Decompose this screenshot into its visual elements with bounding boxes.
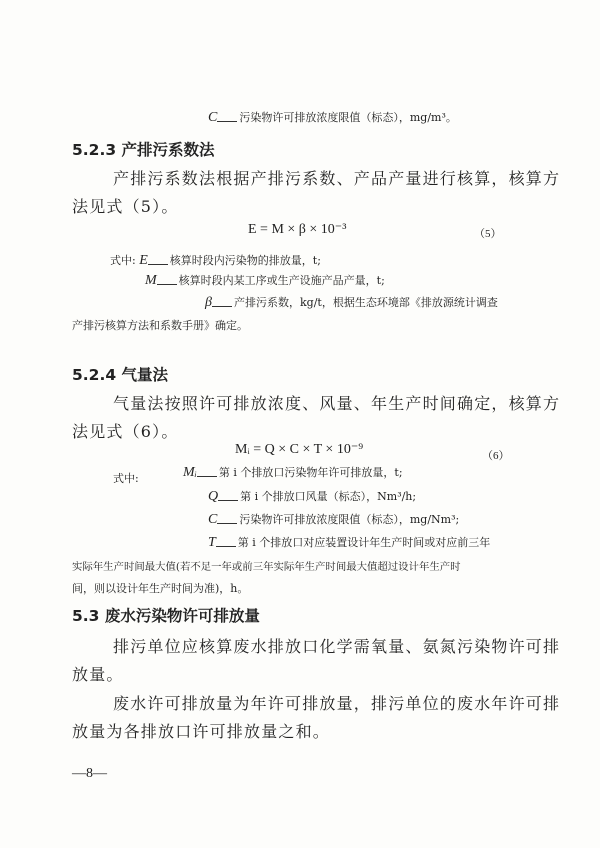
paragraph-line: 产排污系数法根据产排污系数、产品产量进行核算，核算方 — [113, 169, 561, 188]
equation-5: E = M × β × 10⁻³ — [248, 222, 347, 237]
definition-q — [208, 488, 416, 505]
section-number: 5.3 — [72, 607, 100, 625]
definition-mi — [183, 464, 403, 481]
definition-beta — [205, 294, 498, 311]
symbol-beta: β — [205, 295, 212, 310]
symbol-t: T — [208, 535, 216, 550]
symbol-mi: Mᵢ — [183, 465, 197, 480]
definition-e — [110, 252, 321, 269]
definition-text: 核算时段内污染物的排放量，t; — [169, 254, 321, 267]
section-heading-5-3 — [72, 604, 260, 626]
em-dash — [217, 115, 237, 122]
definition-text: 产排污系数，kg/t，根据生态环境部《排放源统计调查 — [233, 296, 498, 309]
section-heading-5-2-3 — [72, 138, 215, 160]
section-number: 5.2.4 — [72, 366, 117, 384]
em-dash — [216, 540, 236, 547]
paragraph-line: 放量。 — [72, 665, 124, 684]
symbol-e: E — [139, 253, 148, 268]
equation-6: Mᵢ = Q × C × T × 10⁻⁹ — [235, 442, 364, 457]
symbol-c: C — [208, 110, 218, 125]
symbol-q: Q — [208, 489, 219, 504]
paragraph-line: 法见式（6）。 — [72, 422, 179, 441]
definition-text: 第 i 个排放口对应装置设计年生产时间或对应前三年 — [237, 536, 491, 549]
paragraph-line: 放量为各排放口许可排放量之和。 — [72, 722, 331, 741]
definition-text: 第 i 个排放口污染物年许可排放量，t; — [218, 466, 403, 479]
definition-continuation: 间，则以设计年生产时间为准)，h。 — [72, 582, 249, 595]
symbol-c: C — [208, 512, 218, 527]
definition-text: 污染物许可排放浓度限值（标态），mg/m³。 — [239, 111, 457, 124]
em-dash — [212, 300, 232, 307]
where-label: 式中: — [110, 254, 136, 267]
definition-continuation: 实际年生产时间最大值(若不足一年或前三年实际年生产时间最大值超过设计年生产时 — [72, 561, 461, 573]
em-dash — [157, 278, 177, 285]
em-dash — [218, 494, 238, 501]
paragraph-line: 气量法按照许可排放浓度、风量、年生产时间确定，核算方 — [113, 394, 561, 413]
em-dash — [148, 258, 168, 265]
section-title: 产排污系数法 — [121, 141, 215, 159]
definition-t — [208, 534, 490, 551]
page-number: —8— — [72, 766, 107, 781]
definition-continuation: 产排污核算方法和系数手册》确定。 — [72, 319, 248, 332]
em-dash — [197, 470, 217, 477]
equation-number-5: （5） — [474, 228, 502, 240]
equation-number-6: （6） — [482, 450, 510, 462]
section-title: 气量法 — [121, 366, 169, 384]
definition-m — [145, 272, 385, 289]
definition-c-top — [208, 109, 457, 126]
where-label-6: 式中: — [113, 472, 139, 485]
section-title: 废水污染物许可排放量 — [104, 607, 260, 625]
section-number: 5.2.3 — [72, 141, 117, 159]
symbol-m: M — [145, 273, 157, 288]
paragraph-line: 废水许可排放量为年许可排放量，排污单位的废水年许可排 — [113, 694, 561, 713]
definition-text: 核算时段内某工序或生产设施产品产量，t; — [178, 274, 385, 287]
section-heading-5-2-4 — [72, 363, 168, 385]
definition-c — [208, 511, 459, 528]
definition-text: 第 i 个排放口风量（标态），Nm³/h; — [240, 490, 417, 503]
paragraph-line: 排污单位应核算废水排放口化学需氧量、氨氮污染物许可排 — [113, 637, 561, 656]
paragraph-line: 法见式（5）。 — [72, 197, 179, 216]
definition-text: 污染物许可排放浓度限值（标态），mg/Nm³; — [239, 513, 460, 526]
em-dash — [217, 517, 237, 524]
